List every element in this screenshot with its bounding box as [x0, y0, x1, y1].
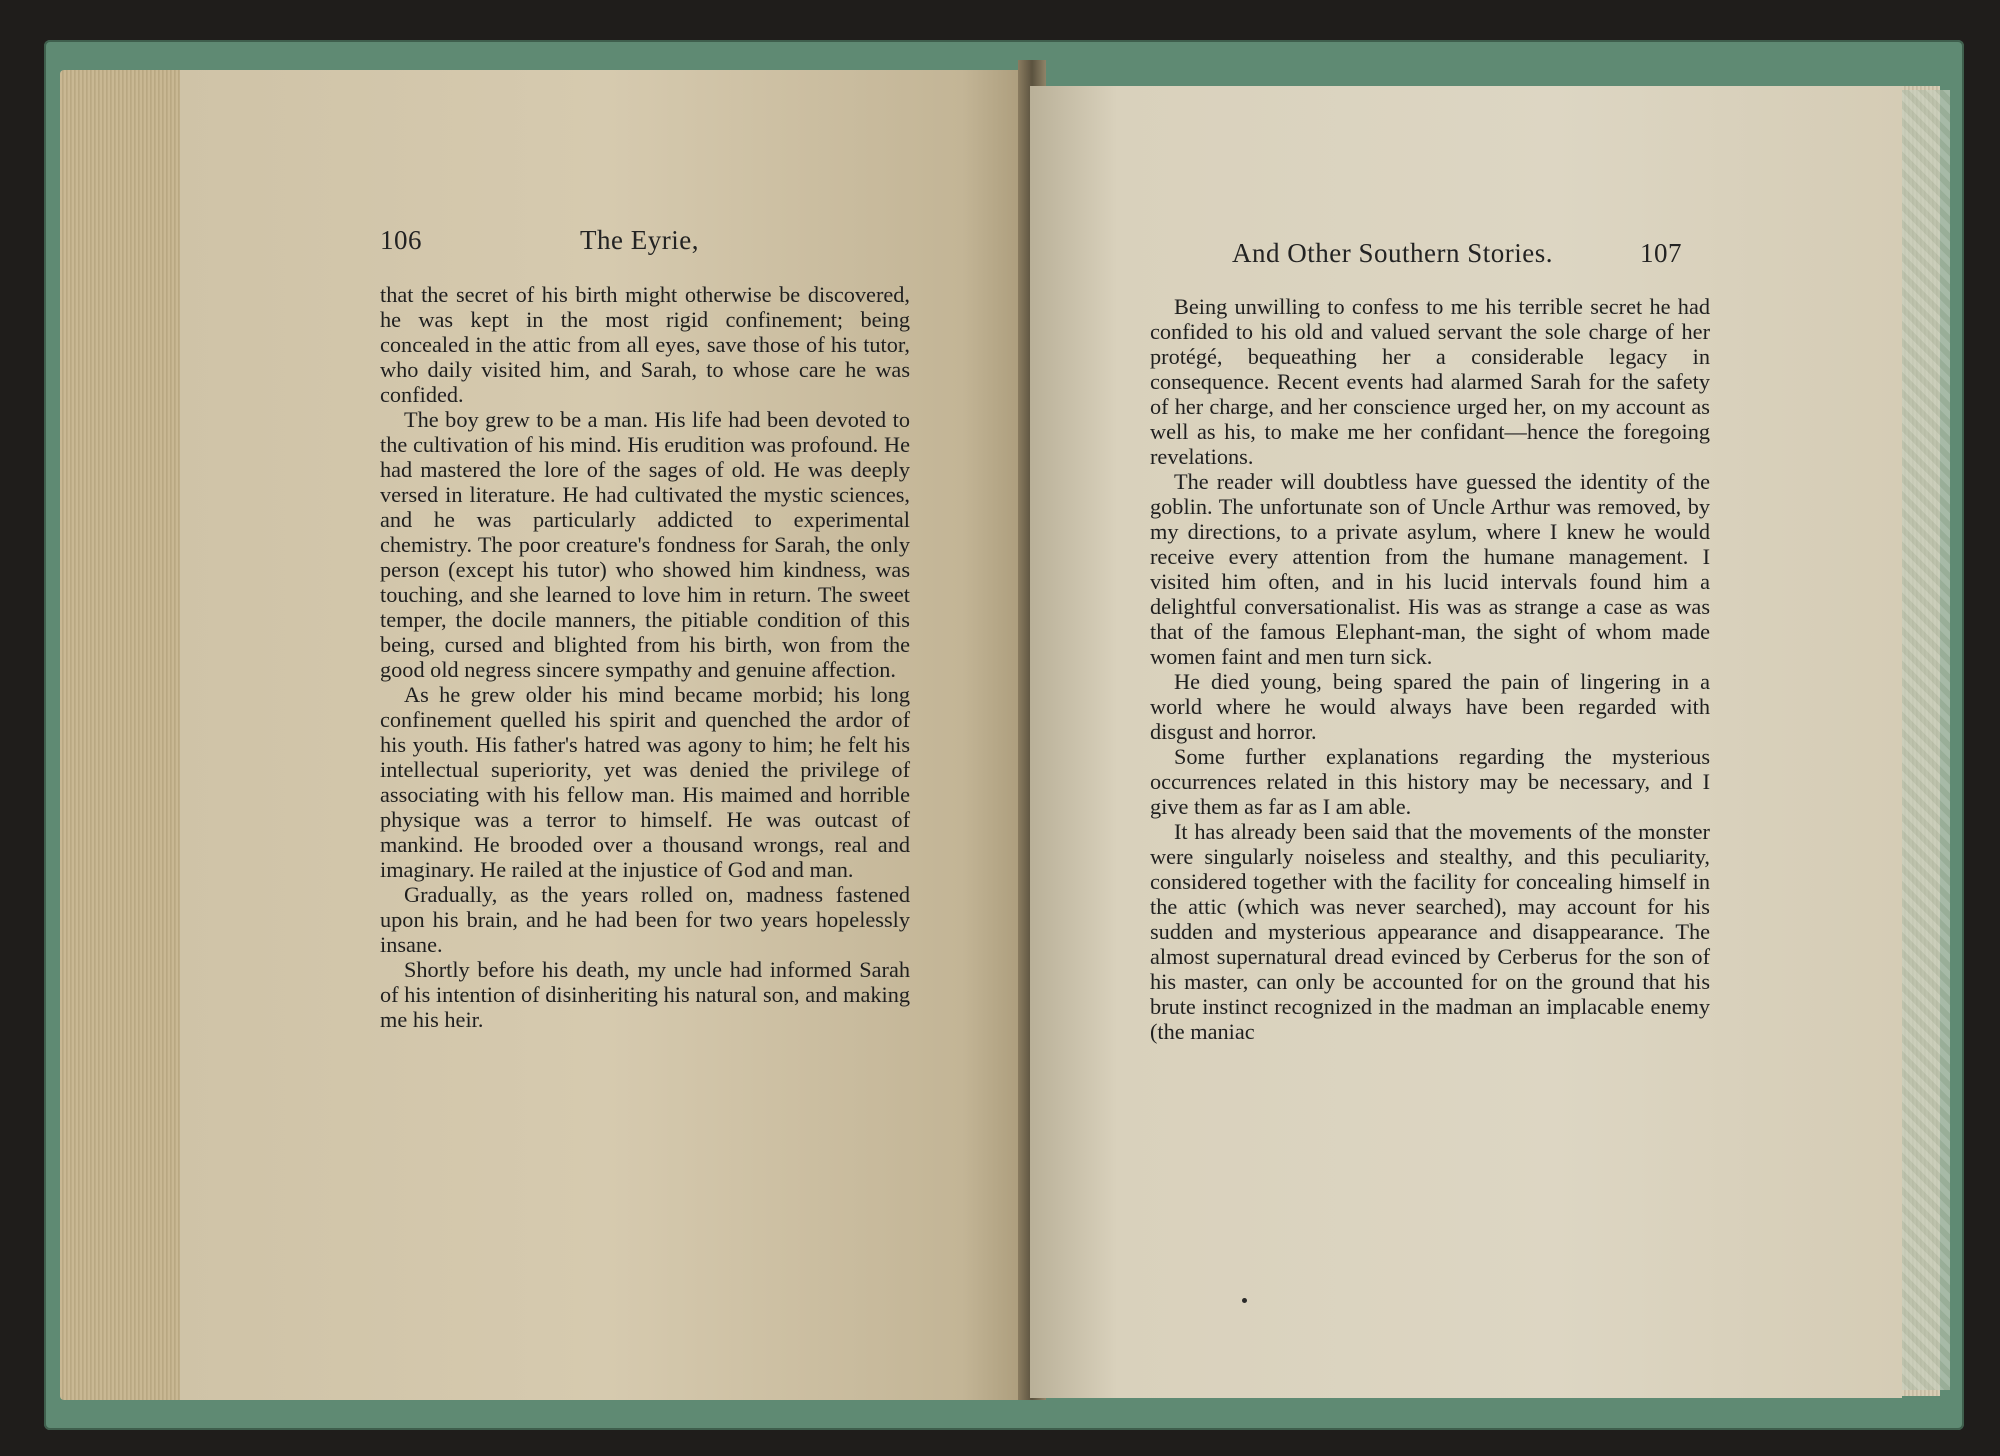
right-paragraph-3: He died young, being spared the pain of lingering in a world where he would always have been regarded with disgust and horror.: [1150, 669, 1710, 744]
right-running-title: And Other Southern Stories.: [1232, 238, 1553, 268]
left-paragraph-1: that the secret of his birth might otherwise be discovered, he was kept in the most rigid confinement; being concealed in the attic from all eyes, save those of his tutor, who daily visited him, and Sarah, to whose care he was confided.: [380, 282, 910, 407]
right-page-number: 107: [1640, 238, 1682, 268]
left-body-text: [380, 282, 910, 1032]
left-paragraph-2: The boy grew to be a man. His life had been devoted to the cultivation of his mind. His erudition was profound. He had mastered the lore of the sages of old. He was deeply versed in literature. He had cultivated the mystic sciences, and he was particularly addicted to experimental chemistry. The poor creature's fondness for Sarah, the only person (except his tutor) who showed him kindness, was touching, and she learned to love him in return. The sweet temper, the docile manners, the pitiable condition of this being, cursed and blighted from his birth, won from the good old negress sincere sympathy and genuine affection.: [380, 407, 910, 682]
left-paragraph-3: As he grew older his mind became morbid; his long confinement quelled his spirit and quenched the ardor of his youth. His father's hatred was agony to him; he felt his intellectual superiority, yet was denied the privilege of associating with his fellow man. His maimed and horrible physique was a terror to himself. He was outcast of mankind. He brooded over a thousand wrongs, real and imaginary. He railed at the injustice of God and man.: [380, 682, 910, 882]
right-paragraph-1: Being unwilling to confess to me his terrible secret he had confided to his old and valued servant the sole charge of her protégé, bequeathing her a considerable legacy in consequence. Recent events had alarmed Sarah for the safety of her charge, and her conscience urged her, on my account as well as his, to make me her confidant—hence the foregoing revelations.: [1150, 294, 1710, 469]
right-body-text: [1150, 294, 1710, 1044]
left-paragraph-4: Gradually, as the years rolled on, madness fastened upon his brain, and he had been for two years hopelessly insane.: [380, 882, 910, 957]
right-paragraph-4: Some further explanations regarding the mysterious occurrences related in this history may be necessary, and I give them as far as I am able.: [1150, 744, 1710, 819]
right-paragraph-5: It has already been said that the movements of the monster were singularly noiseless and stealthy, and this peculiarity, considered together with the facility for concealing himself in the attic (which was never searched), may account for his sudden and mysterious appearance and disappearance. The almost supernatural dread evinced by Cerberus for the son of his master, can only be accounted for on the ground that his brute instinct recognized in the madman an implacable enemy (the maniac: [1150, 819, 1710, 1044]
left-page: [180, 70, 1030, 1400]
ink-speck: [1242, 1298, 1247, 1303]
left-paragraph-5: Shortly before his death, my uncle had informed Sarah of his intention of disinheriting his natural son, and making me his heir.: [380, 957, 910, 1032]
left-running-title: The Eyrie,: [580, 225, 699, 255]
right-paragraph-2: The reader will doubtless have guessed the identity of the goblin. The unfortunate son of Uncle Arthur was removed, by my directions, to a private asylum, where I knew he would receive every attention from the humane management. I visited him often, and in his lucid intervals found him a delightful conversationalist. His was as strange a case as was that of the famous Elephant-man, the sight of whom made women faint and men turn sick.: [1150, 469, 1710, 669]
endpaper-pattern: [1902, 90, 1950, 1390]
right-page: [1030, 86, 1902, 1398]
left-page-number: 106: [380, 225, 422, 255]
